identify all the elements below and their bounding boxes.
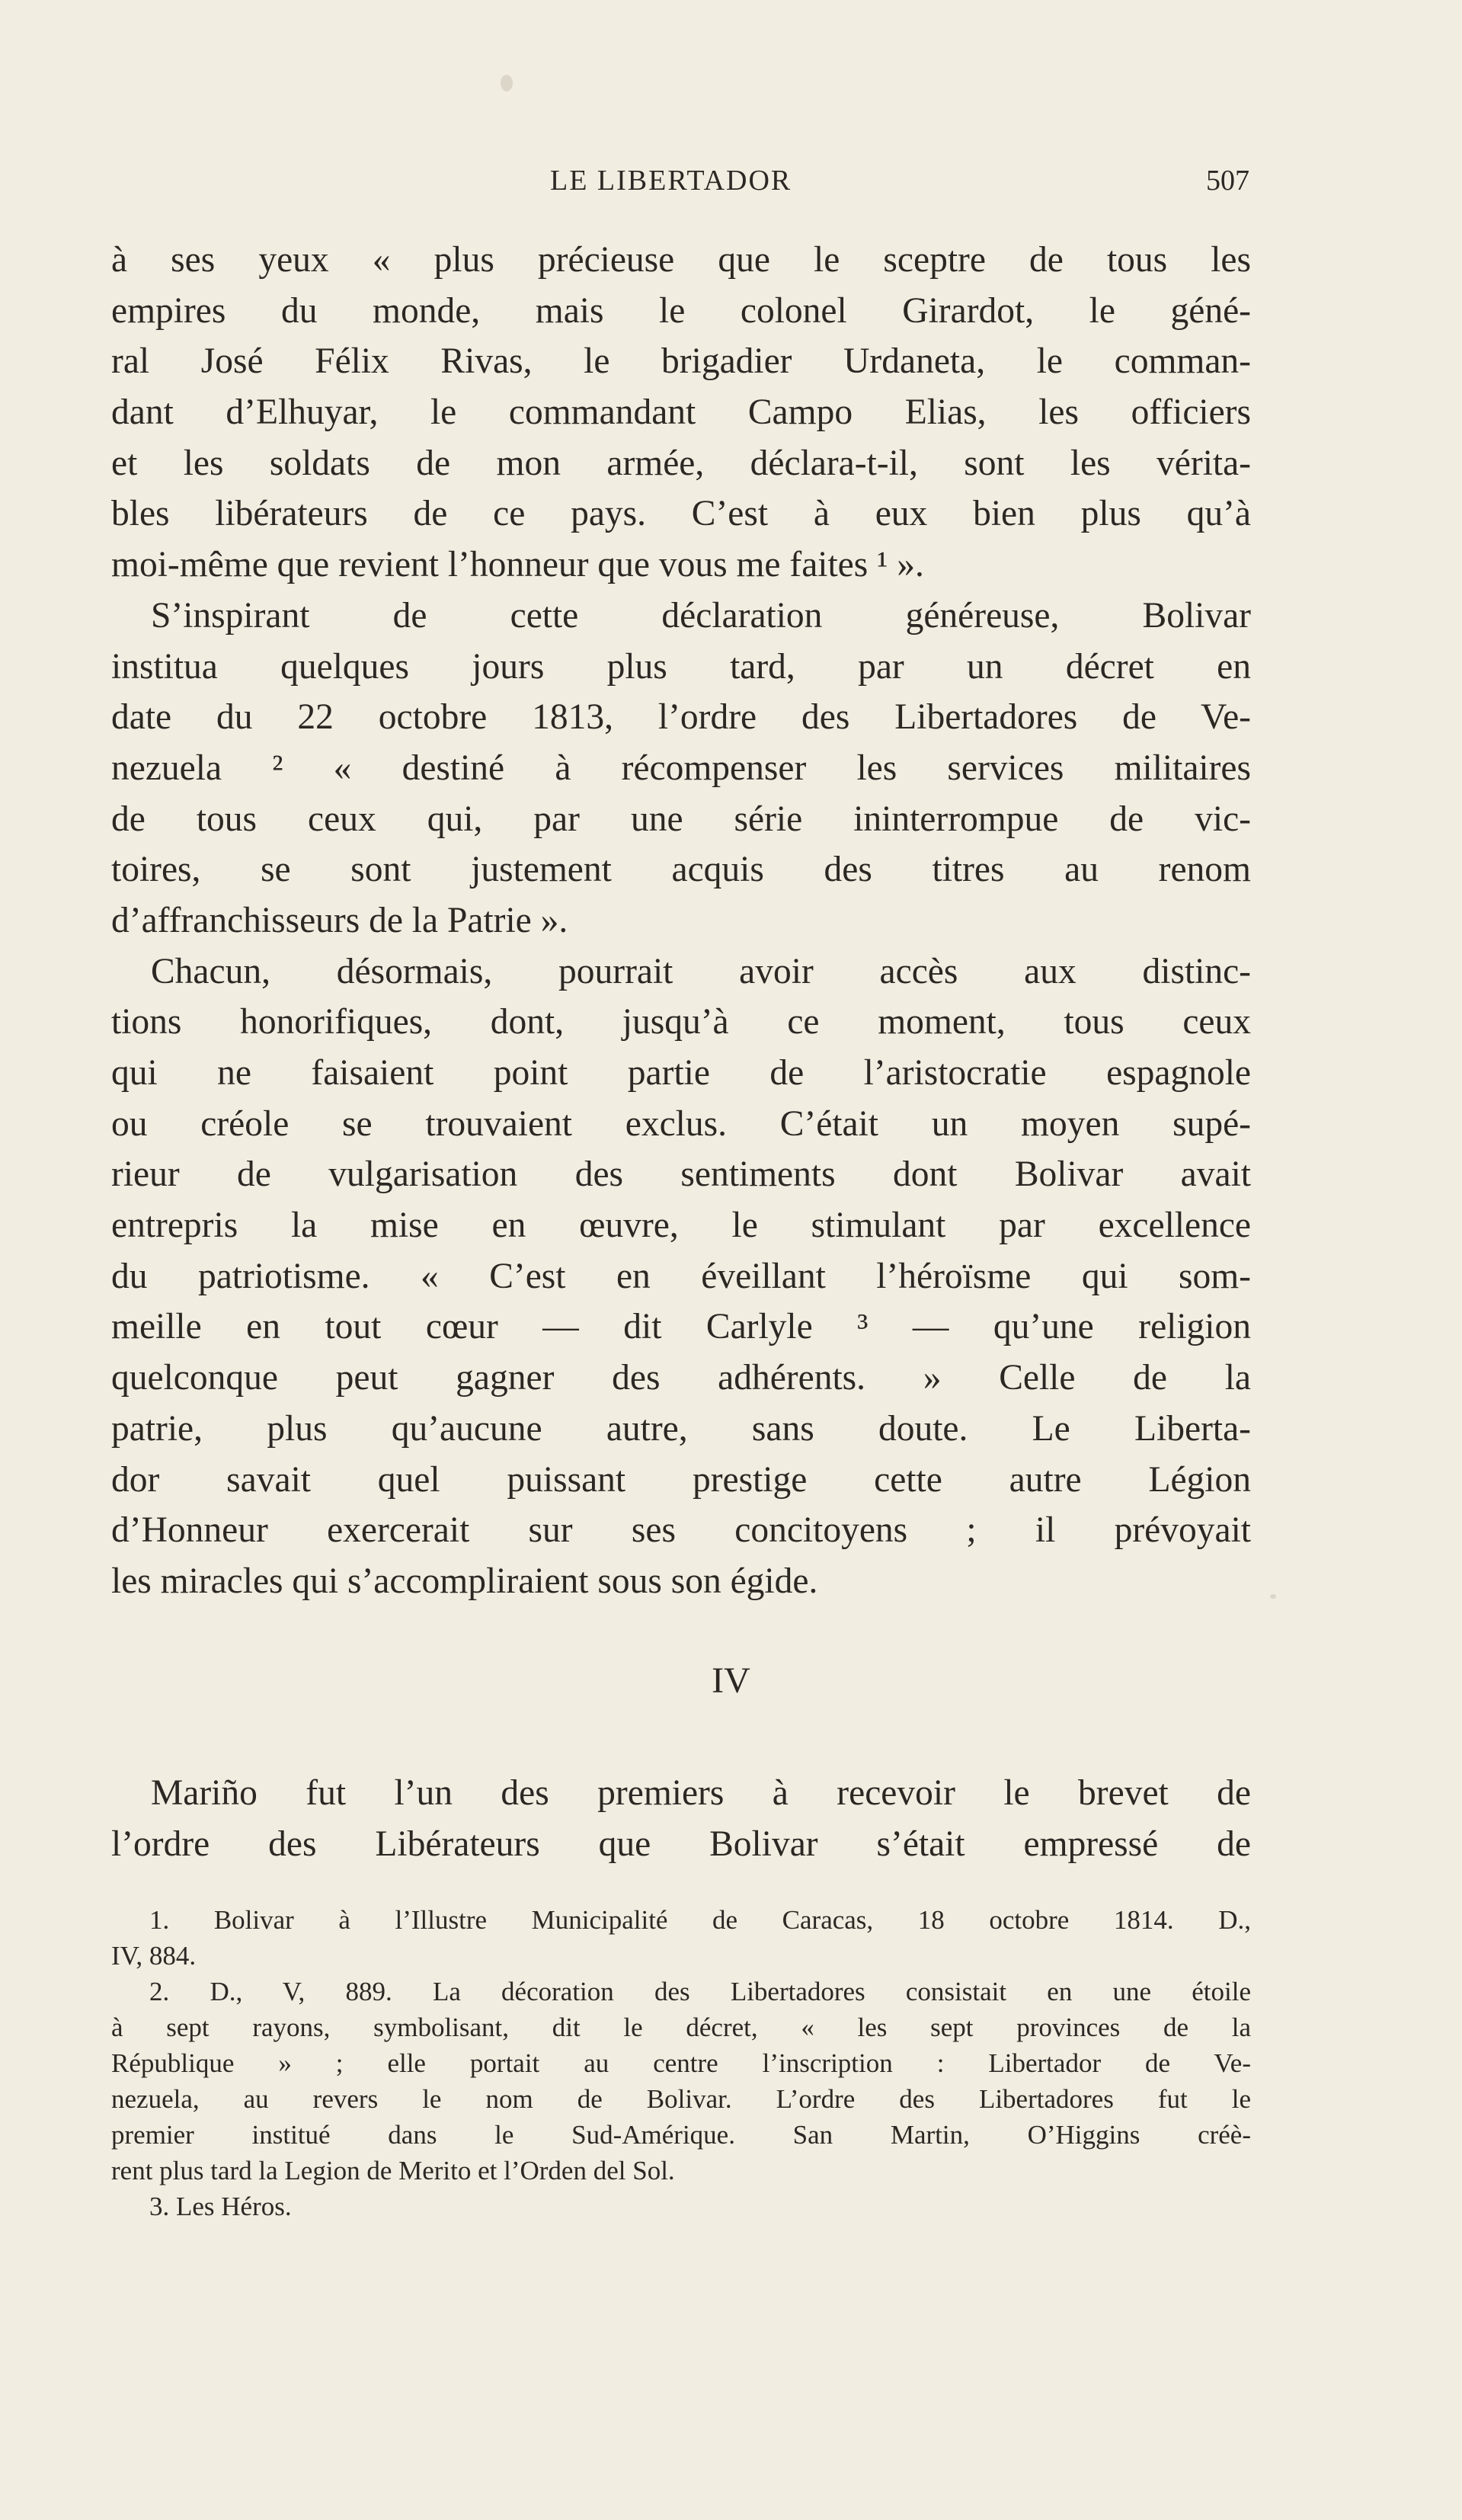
footnote-line: IV, 884. [111,1941,197,1971]
text-line: ral José Félix Rivas, le brigadier Urdaneta, le comman- [111,341,1251,382]
text-line: dor savait quel puissant prestige cette autre Légion [111,1459,1251,1500]
text-line: date du 22 octobre 1813, l’ordre des Libertadores de Ve- [111,697,1251,738]
paper-spot [1270,1594,1276,1599]
footnote-line: premier institué dans le Sud-Amérique. San Martin, O’Higgins créè- [111,2120,1251,2150]
text-line: ou créole se trouvaient exclus. C’était un moyen supé- [111,1103,1251,1144]
text-line: S’inspirant de cette déclaration généreuse, Bolivar [151,595,1251,636]
text-line: nezuela ² « destiné à récompenser les services militaires [111,748,1251,788]
footnote-line: 3. Les Héros. [149,2192,292,2221]
text-line: Mariño fut l’un des premiers à recevoir le brevet de [151,1773,1251,1813]
text-line: bles libérateurs de ce pays. C’est à eux bien plus qu’à [111,494,1251,534]
page-number: 507 [1206,165,1249,197]
text-line: et les soldats de mon armée, déclara-t-il, sont les vérita- [111,443,1251,483]
footnote-line: nezuela, au revers le nom de Bolivar. L’ordre des Libertadores fut le [111,2084,1251,2114]
footnotes [111,1902,1251,2224]
text-line: les miracles qui s’accompliraient sous son égide. [111,1561,818,1601]
footnote-line: rent plus tard la Legion de Merito et l’Orden del Sol. [111,2156,675,2185]
text-line: toires, se sont justement acquis des titres au renom [111,850,1251,890]
text-line: institua quelques jours plus tard, par un décret en [111,646,1251,687]
footnote-line: 1. Bolivar à l’Illustre Municipalité de Caracas, 18 octobre 1814. D., [149,1905,1251,1935]
text-line: empires du monde, mais le colonel Girardot, le géné- [111,290,1251,331]
text-line: de tous ceux qui, par une série ininterrompue de vic- [111,799,1251,839]
text-line: entrepris la mise en œuvre, le stimulant par excellence [111,1206,1251,1246]
text-line: d’affranchisseurs de la Patrie ». [111,900,568,940]
text-line: Chacun, désormais, pourrait avoir accès aux distinc- [151,951,1251,991]
text-line: quelconque peut gagner des adhérents. » Celle de la [111,1358,1251,1398]
text-line: patrie, plus qu’aucune autre, sans doute. Le Liberta- [111,1408,1251,1449]
footnote-line: 2. D., V, 889. La décoration des Libertadores consistait en une étoile [149,1977,1251,2006]
running-title: LE LIBERTADOR [550,165,792,197]
text-line: dant d’Elhuyar, le commandant Campo Elias, les officiers [111,392,1251,433]
page-header [113,164,1249,210]
text-line: d’Honneur exercerait sur ses concitoyens ; il prévoyait [111,1510,1251,1551]
text-line: à ses yeux « plus précieuse que le sceptre de tous les [111,240,1251,280]
paper-spot [501,75,513,91]
text-line: tions honorifiques, dont, jusqu’à ce moment, tous ceux [111,1002,1251,1042]
text-line: meille en tout cœur — dit Carlyle ³ — qu’une religion [111,1307,1251,1347]
text-line: l’ordre des Libérateurs que Bolivar s’était empressé de [111,1824,1251,1864]
footnote-line: à sept rayons, symbolisant, dit le décret, « les sept provinces de la [111,2012,1251,2042]
text-line: du patriotisme. « C’est en éveillant l’héroïsme qui som- [111,1256,1251,1296]
text-line: rieur de vulgarisation des sentiments dont Bolivar avait [111,1154,1251,1195]
main-text [111,235,1251,1607]
text-line: moi-même que revient l’honneur que vous me faites ¹ ». [111,545,924,585]
section-heading: IV [712,1660,750,1701]
footnote-line: République » ; elle portait au centre l’inscription : Libertador de Ve- [111,2048,1251,2078]
section-text [111,1768,1251,1869]
text-line: qui ne faisaient point partie de l’aristocratie espagnole [111,1053,1251,1093]
